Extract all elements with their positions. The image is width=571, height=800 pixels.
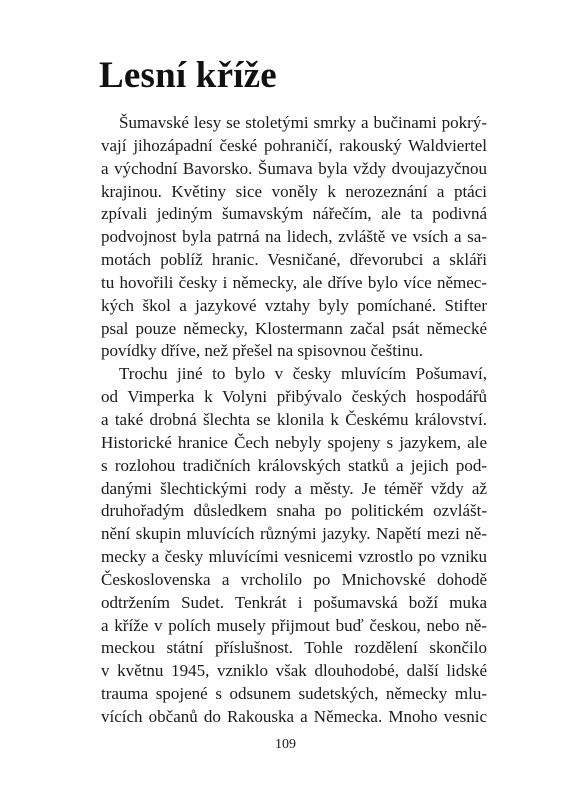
- text-line: podvojnost byla patrná na lidech, zvláště ve vsích a sa-: [101, 227, 487, 247]
- text-line: tu hovořili česky i německy, ale dříve bylo více němec-: [101, 272, 487, 292]
- text-line: meckou státní příslušnost. Tohle rozdělení skončilo: [101, 638, 487, 658]
- text-line: zpívali jediným šumavským nářečím, ale ta podivná: [101, 204, 487, 224]
- text-line: a kříže v polích musely přijmout buď českou, nebo ně-: [101, 615, 487, 635]
- text-line: krajinou. Květiny sice voněly k nerozeznání a ptáci: [101, 181, 487, 201]
- paragraph-1: [101, 112, 487, 363]
- text-line: povídky dříve, než přešel na spisovnou češtinu.: [101, 341, 423, 361]
- text-line: nění skupin mluvících různými jazyky. Napětí mezi ně-: [101, 524, 487, 544]
- paragraph-2: [101, 363, 487, 729]
- text-line: danými šlechtickými rody a městy. Je téměř vždy až: [101, 478, 487, 498]
- text-line: mecky a česky mluvícími vesnicemi vzrostlo po vzniku: [101, 547, 487, 567]
- text-line: druhořadým důsledkem snaha po politickém ozvlášt-: [101, 501, 487, 521]
- text-line: Historické hranice Čech nebyly spojeny s jazykem, ale: [101, 432, 487, 452]
- text-line: vají jihozápadní české pohraničí, rakouský Waldviertel: [101, 135, 487, 155]
- text-line: v květnu 1945, vzniklo však dlouhodobé, další lidské: [101, 661, 487, 681]
- text-line: a východní Bavorsko. Šumava byla vždy dvoujazyčnou: [101, 158, 487, 178]
- text-line: Šumavské lesy se stoletými smrky a bučinami pokrý-: [119, 113, 487, 132]
- text-line: Trochu jiné to bylo v česky mluvícím Pošumaví,: [119, 364, 487, 384]
- page-number: 109: [275, 737, 296, 752]
- text-line: od Vimperka k Volyni přibývalo českých hospodářů: [101, 387, 487, 407]
- text-line: trauma spojené s odsunem sudetských, německy mlu-: [101, 684, 487, 704]
- body-text: [101, 112, 487, 729]
- text-line: s rozlohou tradičních královských statků a jejich pod-: [101, 455, 487, 475]
- text-line: odtržením Sudet. Tenkrát i pošumavská boží muka: [101, 592, 487, 612]
- text-line: vících občanů do Rakouska a Německa. Mnoho vesnic: [101, 706, 487, 726]
- chapter-title: Lesní kříže: [99, 55, 277, 96]
- text-line: kých škol a jazykové vztahy byly pomíchané. Stifter: [101, 295, 487, 315]
- text-line: motách poblíž hranic. Vesničané, dřevorubci a skláři: [101, 250, 487, 270]
- text-line: Československa a vrcholilo po Mnichovské dohodě: [101, 569, 487, 589]
- text-line: a také drobná šlechta se klonila k Českému království.: [101, 409, 487, 429]
- text-line: psal pouze německy, Klostermann začal psát německé: [101, 318, 487, 338]
